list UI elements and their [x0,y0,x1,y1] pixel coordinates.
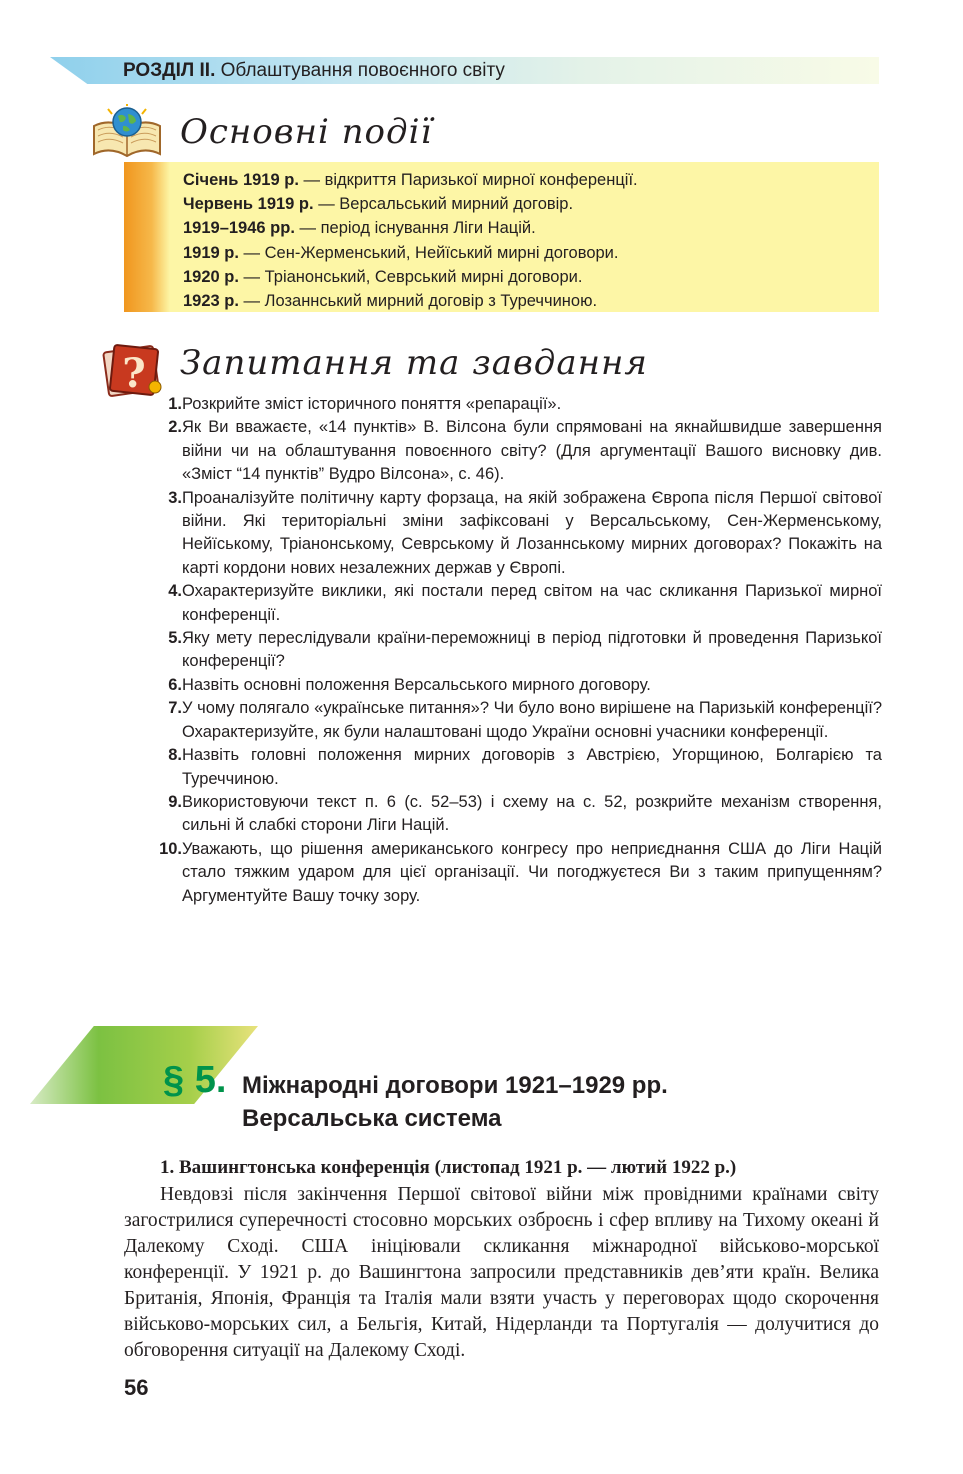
events-list [183,168,638,313]
questions-title: Запитання та завдання [180,343,648,383]
question-item: 1. Розкрийте зміст історичного поняття «репарації». [168,395,562,413]
question-item: 2. Як Ви вважаєте, «14 пунктів» В. Вілсона були спрямовані на якнайшвидше завершення війни чи на облаштування повоєнного світу? (Для аргументації Вашого висновку див. «Зміст “14 пунктів” Вудро Вілсона», с. 46). [168,418,882,484]
event-item: 1919 р. — Сен-Жерменський, Нейїський мирні договори. [183,243,619,262]
questions-list [160,393,882,908]
question-item: 4. Охарактеризуйте виклики, які постали перед світом на час скликання Паризької мирної конференції. [168,582,882,624]
question-item: 8. Назвіть головні положення мирних договорів з Австрією, Угорщиною, Болгарією та Туреччиною. [168,746,882,788]
running-header [123,60,505,82]
paragraph-title: Міжнародні договори 1921–1929 рр. Версальська система [242,1072,668,1132]
section-title: Облаштування повоєнного світу [220,60,505,81]
events-title: Основні події [180,112,433,152]
question-item: 9. Використовуючи текст п. 6 (с. 52–53) і схему на с. 52, розкрийте механізм створення, сильні й слабкі сторони Ліги Націй. [168,792,882,835]
event-item: Червень 1919 р. — Версальський мирний договір. [183,195,574,214]
question-item: 3. Проаналізуйте політичну карту форзаца, на якій зображена Європа після Першої світової війни. Які територіальні зміни зафіксовані у Версальському, Сен-Жерменському, Нейїському, Тріанонському, Севрському й Лозаннському мирних договорах? Покажіть на карті кордони нових незалежних держав у Європі. [168,488,882,577]
question-item: 5. Яку мету переслідували країни-переможниці в період підготовки й проведення Паризької конференції? [168,629,882,671]
section-label: РОЗДІЛ II. [123,60,216,81]
event-item: 1919–1946 рр. — період існування Ліги Націй. [183,219,536,238]
question-item: 10. Уважають, що рішення американського конгресу про неприєднання США до Ліги Націй стало тяжким ударом для цієї організації. Чи погоджуєтеся Ви з таким припущенням? Аргументуйте Вашу точку зору. [159,839,882,905]
body-paragraph: Невдовзі після закінчення Першої світової війни між провідними країнами світу загострилися суперечності стосовно морських озброєнь і сфер впливу на Тихому океані й Далекому Сході. США ініціювали скликання міжнародної військово-морської конференції. У 1921 р. до Вашингтона запросили представників дев’яти країн. Велика Британія, Японія, Франція та Італія мали взяти участь у переговорах щодо скорочення військово-морських сил, а Бельгія, Китай, Нідерланди та Португалія — долучитися до обговорення ситуації на Далекому Сході. [124,1184,879,1361]
subsection-heading: 1. Вашингтонська конференція (листопад 1921 р. — лютий 1922 р.) [160,1157,737,1178]
question-mark-icon [100,343,166,399]
book-globe-icon [90,104,164,160]
question-item: 6. Назвіть основні положення Версальського мирного договору. [168,675,651,694]
question-item: 7. У чому полягало «українське питання»? Чи було воно вирішене на Паризькій конференції? Охарактеризуйте, як були налаштовані щодо України основні учасники конференції. [168,699,882,741]
event-item: Січень 1919 р. — відкриття Паризької мирної конференції. [183,171,638,189]
event-item: 1923 р. — Лозаннський мирний договір з Туреччиною. [183,292,598,311]
events-accent-strip [124,162,170,312]
event-item: 1920 р. — Тріанонський, Севрський мирні договори. [183,267,583,286]
page-number: 56 [124,1375,149,1400]
paragraph-number: § 5. [163,1059,227,1101]
svg-text:?: ? [122,350,146,397]
